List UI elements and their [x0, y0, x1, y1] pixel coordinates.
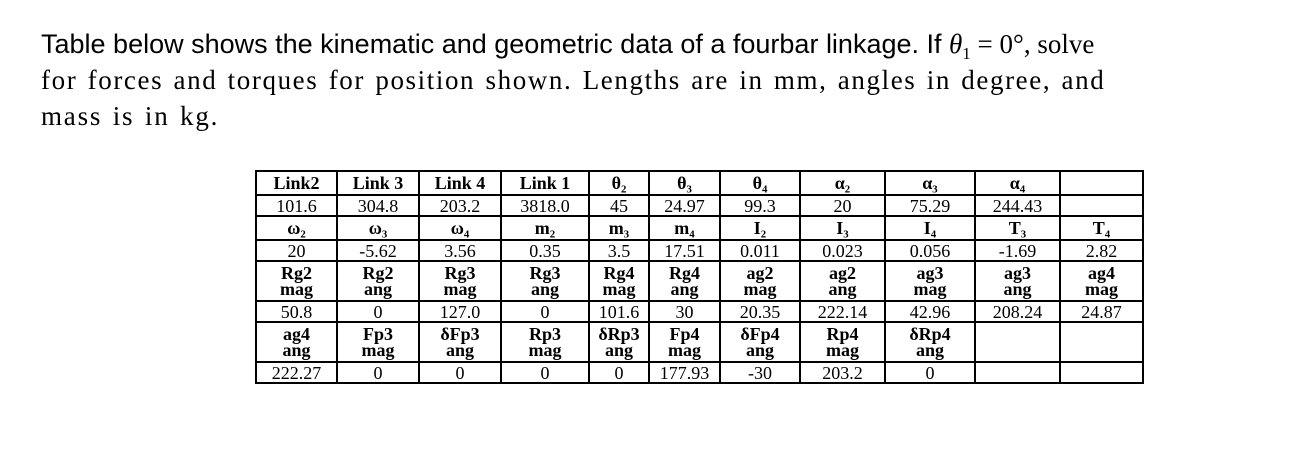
table-cell — [649, 240, 720, 261]
cell-text: Link2 — [273, 173, 320, 193]
table-cell — [419, 216, 501, 240]
problem-line-2: for forces and torques for position shown. Lengths are in mm, angles in degree, and — [41, 65, 1106, 95]
table-cell — [1060, 301, 1143, 322]
cell-text: m₂ — [534, 218, 556, 238]
cell-qualifier: mag — [280, 279, 313, 299]
cell-text: 0 — [925, 362, 935, 383]
cell-text: 304.8 — [357, 195, 399, 216]
cell-text: 0 — [455, 362, 465, 383]
table-cell — [337, 240, 419, 261]
table-cell — [975, 216, 1060, 240]
cell-text: 0 — [614, 362, 624, 383]
table-cell — [885, 261, 975, 301]
table-cell — [649, 301, 720, 322]
table-cell — [720, 362, 800, 383]
table-cell — [975, 240, 1060, 261]
cell-qualifier: ang — [828, 279, 857, 299]
table-cell — [975, 261, 1060, 301]
table-cell — [649, 322, 720, 362]
cell-text: 0 — [540, 301, 550, 322]
cell-text: 127.0 — [439, 301, 481, 322]
table-row — [256, 261, 1143, 301]
theta-1-equation — [949, 29, 1095, 63]
cell-text: 0 — [373, 362, 383, 383]
cell-qualifier: ang — [445, 340, 474, 360]
cell-text: 20.35 — [739, 301, 781, 322]
cell-qualifier: mag — [602, 279, 636, 299]
cell-qualifier: mag — [826, 340, 859, 360]
cell-qualifier: ang — [915, 340, 944, 360]
cell-text: 0.023 — [822, 240, 863, 261]
cell-text: 0.056 — [909, 240, 951, 261]
cell-text: T₃ — [1008, 218, 1027, 238]
cell-text: 3.56 — [444, 240, 476, 261]
theta-symbol: θ — [949, 29, 963, 59]
table-cell — [1060, 216, 1143, 240]
table-cell — [885, 216, 975, 240]
table-cell — [337, 216, 419, 240]
table-cell — [419, 301, 501, 322]
cell-text: 222.14 — [817, 301, 868, 322]
cell-text: 42.96 — [909, 301, 951, 322]
kinematic-data-table — [255, 170, 1144, 384]
cell-text: m₄ — [674, 218, 695, 238]
cell-text: ω₃ — [368, 218, 388, 238]
problem-line-1 — [41, 26, 1291, 62]
table-cell — [256, 322, 337, 362]
cell-text: 0 — [540, 362, 550, 383]
cell-text: 177.93 — [659, 362, 710, 383]
table-cell — [589, 301, 649, 322]
cell-text: -30 — [748, 362, 772, 383]
table-cell — [256, 195, 337, 216]
cell-text: 24.87 — [1081, 301, 1122, 322]
table-cell — [885, 301, 975, 322]
table-cell — [649, 195, 720, 216]
table-cell — [720, 216, 800, 240]
cell-text: θ₃ — [677, 173, 692, 193]
cell-symbol: Rg3 — [529, 263, 561, 283]
cell-text: -1.69 — [998, 240, 1037, 261]
table-cell — [720, 322, 800, 362]
cell-text: 20 — [287, 240, 306, 261]
cell-symbol: Rg3 — [444, 263, 476, 283]
table-row — [256, 216, 1143, 240]
table-cell — [337, 261, 419, 301]
cell-text: 101.6 — [276, 195, 317, 216]
table-cell — [337, 362, 419, 383]
cell-text: 75.29 — [909, 195, 951, 216]
cell-text: 30 — [675, 301, 694, 322]
table-cell — [1060, 261, 1143, 301]
cell-text: 99.3 — [744, 195, 776, 216]
table-cell — [589, 362, 649, 383]
table-row — [256, 195, 1143, 216]
cell-text: α₂ — [834, 173, 851, 193]
cell-symbol: Rg2 — [362, 263, 394, 283]
table-cell — [589, 261, 649, 301]
cell-symbol: ag3 — [1004, 263, 1031, 283]
cell-qualifier — [1061, 342, 1142, 358]
cell-symbol: δFp4 — [740, 324, 780, 344]
cell-text: T₄ — [1092, 218, 1111, 238]
table-cell — [256, 171, 337, 195]
table-cell — [256, 261, 337, 301]
table-cell — [885, 362, 975, 383]
cell-qualifier: ang — [530, 279, 559, 299]
cell-qualifier: mag — [528, 340, 562, 360]
cell-symbol: Rg2 — [281, 263, 312, 283]
cell-text: 45 — [610, 195, 628, 216]
cell-text: 203.2 — [822, 362, 863, 383]
table-cell — [501, 362, 589, 383]
cell-text: 101.6 — [598, 301, 640, 322]
cell-text: -5.62 — [359, 240, 397, 261]
table-cell — [337, 195, 419, 216]
table-cell — [649, 261, 720, 301]
cell-qualifier: ang — [745, 340, 774, 360]
cell-text: Link 4 — [434, 173, 486, 193]
table-cell — [649, 171, 720, 195]
table-cell — [501, 195, 589, 216]
cell-text: Link 1 — [519, 173, 571, 193]
table-cell — [975, 195, 1060, 216]
table-cell — [720, 195, 800, 216]
cell-text: θ₄ — [752, 173, 768, 193]
table-cell — [337, 171, 419, 195]
table-cell — [1060, 322, 1143, 362]
table-cell — [501, 322, 589, 362]
cell-text: α₃ — [922, 173, 938, 193]
cell-qualifier: ang — [604, 340, 633, 360]
cell-text: 17.51 — [664, 240, 705, 261]
cell-symbol: Rg4 — [669, 263, 700, 283]
cell-text: 50.8 — [280, 301, 313, 322]
table-cell — [419, 240, 501, 261]
cell-text: 244.43 — [992, 195, 1043, 216]
table-cell — [800, 261, 885, 301]
table-cell — [975, 301, 1060, 322]
cell-qualifier: ang — [1003, 279, 1032, 299]
cell-symbol: Fp4 — [669, 324, 700, 344]
table-cell — [256, 216, 337, 240]
table-cell — [800, 240, 885, 261]
cell-symbol: ag2 — [829, 263, 856, 283]
table-cell — [649, 216, 720, 240]
cell-text: θ₂ — [611, 173, 627, 193]
cell-text: ω₄ — [450, 218, 470, 238]
table-cell — [337, 322, 419, 362]
table-cell — [337, 301, 419, 322]
table-cell — [975, 362, 1060, 383]
cell-symbol: ag4 — [1088, 263, 1115, 283]
cell-qualifier: mag — [743, 279, 777, 299]
cell-symbol: Rp4 — [826, 324, 859, 344]
cell-text: 222.27 — [271, 362, 322, 383]
theta-equation-rest: = 0°, solve — [970, 29, 1095, 59]
cell-symbol: Rg4 — [603, 263, 635, 283]
cell-symbol: Fp3 — [362, 324, 393, 344]
table-cell — [800, 322, 885, 362]
cell-symbol: δFp3 — [440, 324, 480, 344]
table-cell — [589, 240, 649, 261]
problem-line-1-text: Table below shows the kinematic and geometric data of a fourbar linkage. If — [41, 29, 942, 59]
cell-qualifier — [976, 342, 1059, 358]
cell-text: 208.24 — [992, 301, 1043, 322]
table-cell — [885, 171, 975, 195]
cell-symbol: ag4 — [283, 324, 310, 344]
table-cell — [1060, 362, 1143, 383]
table-cell — [800, 301, 885, 322]
table-cell — [885, 240, 975, 261]
table-cell — [419, 171, 501, 195]
table-cell — [419, 322, 501, 362]
cell-symbol: ag2 — [746, 263, 774, 283]
table-row — [256, 171, 1143, 195]
table-cell — [419, 261, 501, 301]
table-cell — [800, 362, 885, 383]
table-cell — [720, 261, 800, 301]
cell-symbol: δRp4 — [909, 324, 951, 344]
cell-qualifier: mag — [361, 340, 395, 360]
table-cell — [256, 240, 337, 261]
cell-symbol: ag3 — [916, 263, 944, 283]
table-cell — [501, 261, 589, 301]
table-cell — [1060, 240, 1143, 261]
table-cell — [885, 322, 975, 362]
table-cell — [1060, 171, 1143, 195]
cell-symbol: δRp3 — [598, 324, 640, 344]
table-cell — [419, 195, 501, 216]
table-cell — [720, 240, 800, 261]
cell-text: 3.5 — [607, 240, 631, 261]
cell-text: α₄ — [1009, 173, 1026, 193]
cell-text: 3818.0 — [520, 195, 570, 216]
table-cell — [800, 216, 885, 240]
table-cell — [419, 362, 501, 383]
table-cell — [589, 322, 649, 362]
cell-text: 24.97 — [664, 195, 705, 216]
cell-text: ω₂ — [287, 218, 306, 238]
table-cell — [589, 171, 649, 195]
cell-qualifier: ang — [670, 279, 699, 299]
cell-text: 0.35 — [529, 240, 561, 261]
table-cell — [501, 240, 589, 261]
cell-qualifier: mag — [1085, 279, 1118, 299]
table-cell — [649, 362, 720, 383]
table-cell — [800, 171, 885, 195]
table-cell — [885, 195, 975, 216]
table-cell — [501, 301, 589, 322]
table-cell — [256, 362, 337, 383]
table-row — [256, 240, 1143, 261]
cell-text: Link 3 — [352, 173, 404, 193]
cell-text: 0 — [373, 301, 383, 322]
cell-text: 2.82 — [1085, 240, 1118, 261]
table-row — [256, 301, 1143, 322]
cell-qualifier: ang — [282, 340, 311, 360]
table-row — [256, 322, 1143, 362]
cell-qualifier: mag — [668, 340, 701, 360]
table-row — [256, 362, 1143, 383]
cell-text: I₃ — [836, 218, 849, 238]
table-cell — [589, 195, 649, 216]
cell-text: 203.2 — [439, 195, 481, 216]
problem-statement — [41, 26, 1291, 134]
table-cell — [501, 216, 589, 240]
table-cell — [589, 216, 649, 240]
cell-text: 20 — [833, 195, 852, 216]
cell-text: I₂ — [753, 218, 767, 238]
table-cell — [256, 301, 337, 322]
cell-qualifier: ang — [363, 279, 392, 299]
table-cell — [975, 322, 1060, 362]
table-cell — [975, 171, 1060, 195]
cell-text: m₃ — [608, 218, 630, 238]
theta-subscript: 1 — [962, 44, 971, 63]
cell-text: I₄ — [923, 218, 937, 238]
problem-line-3: mass is in kg. — [41, 101, 220, 131]
cell-symbol: Rp3 — [528, 324, 561, 344]
table-cell — [501, 171, 589, 195]
cell-qualifier: mag — [443, 279, 477, 299]
table-cell — [720, 171, 800, 195]
table-cell — [1060, 195, 1143, 216]
table-cell — [720, 301, 800, 322]
cell-qualifier: mag — [913, 279, 947, 299]
table-cell — [800, 195, 885, 216]
cell-text: 0.011 — [740, 240, 780, 261]
